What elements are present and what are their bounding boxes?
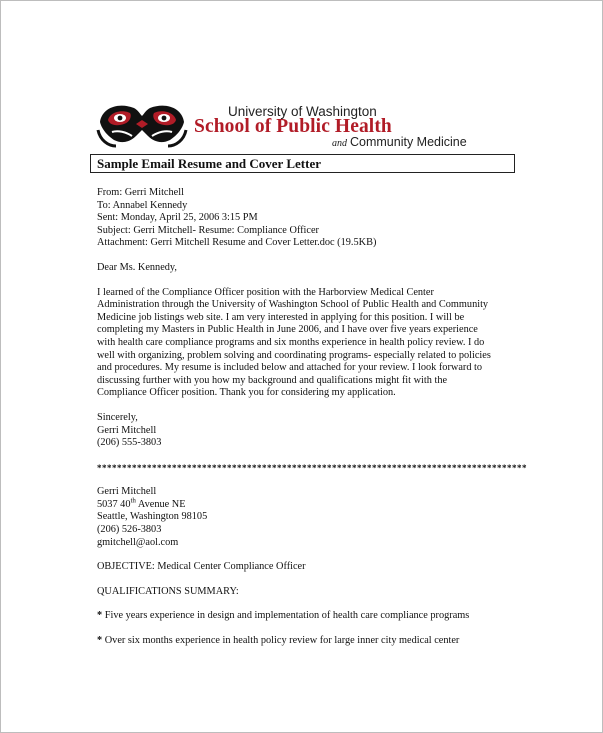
document-body — [97, 187, 527, 648]
uw-formline-logo — [96, 100, 188, 148]
qualification-text: Over six months experience in health policy review for large inner city medical center — [102, 635, 460, 647]
bullet-star-icon: * — [97, 610, 103, 622]
bullet-star-icon: * — [97, 635, 103, 647]
qualification-text: Five years experience in design and implementation of health care compliance programs — [102, 610, 470, 622]
signer-name: Gerri Mitchell — [97, 424, 157, 436]
qualification-bullet — [97, 610, 527, 623]
resume-street — [97, 496, 527, 512]
sign-off: Sincerely, — [97, 411, 138, 423]
school-name: School of Public Health — [194, 116, 392, 137]
qualifications-heading: QUALIFICATIONS SUMMARY: — [97, 585, 239, 597]
cover-letter-paragraph — [97, 287, 527, 400]
resume-phone: (206) 526-3803 — [97, 524, 162, 536]
and-text: and — [332, 138, 347, 149]
paragraph-line: Administration through the University of Washington School of Public Health and Community — [97, 299, 489, 311]
paragraph-line: completing my Masters in Public Health in June 2006, and I have over five years experience — [97, 324, 478, 336]
salutation: Dear Ms. Kennedy, — [97, 261, 177, 273]
letterhead — [96, 98, 526, 150]
signer-phone: (206) 555-3803 — [97, 437, 162, 449]
email-to: To: Annabel Kennedy — [97, 199, 188, 211]
resume-objective: OBJECTIVE: Medical Center Compliance Officer — [97, 561, 306, 573]
paragraph-line: and procedures. My resume is included below and attached for your review. I look forward to — [97, 362, 483, 374]
community-medicine-text: Community Medicine — [350, 135, 467, 149]
paragraph-line: discussing further with you how my background and qualifications might fit with the — [97, 374, 448, 386]
community-medicine-line — [332, 135, 467, 150]
title-box — [90, 154, 515, 173]
email-from: From: Gerri Mitchell — [97, 187, 184, 198]
paragraph-line: well with organizing, problem solving and coordinating programs- especially related to policies — [97, 349, 491, 361]
paragraph-line: with health care compliance programs and six months experience in health policy review. I do — [97, 336, 485, 348]
resume-name: Gerri Mitchell — [97, 486, 157, 498]
paragraph-line: Medicine job listings web site. I am very interested in applying for this position. I will be — [97, 311, 465, 323]
separator-line: ************************************************************************************** — [97, 462, 527, 473]
email-sent: Sent: Monday, April 25, 2006 3:15 PM — [97, 212, 258, 224]
street-rest: Avenue NE — [135, 498, 186, 510]
paragraph-line: Compliance Officer position. Thank you for considering my application. — [97, 387, 396, 399]
paragraph-line: I learned of the Compliance Officer position with the Harborview Medical Center — [97, 286, 434, 298]
resume-email: gmitchell@aol.com — [97, 536, 179, 548]
email-subject: Subject: Gerri Mitchell- Resume: Compliance Officer — [97, 224, 319, 236]
street-suffix: th — [130, 496, 136, 505]
document-title: Sample Email Resume and Cover Letter — [97, 156, 321, 171]
resume-city: Seattle, Washington 98105 — [97, 511, 208, 523]
university-name: University of Washington — [228, 104, 377, 119]
qualification-bullet — [97, 635, 527, 648]
email-attachment: Attachment: Gerri Mitchell Resume and Cover Letter.doc (19.5KB) — [97, 237, 377, 249]
street-number: 5037 40 — [97, 498, 131, 510]
